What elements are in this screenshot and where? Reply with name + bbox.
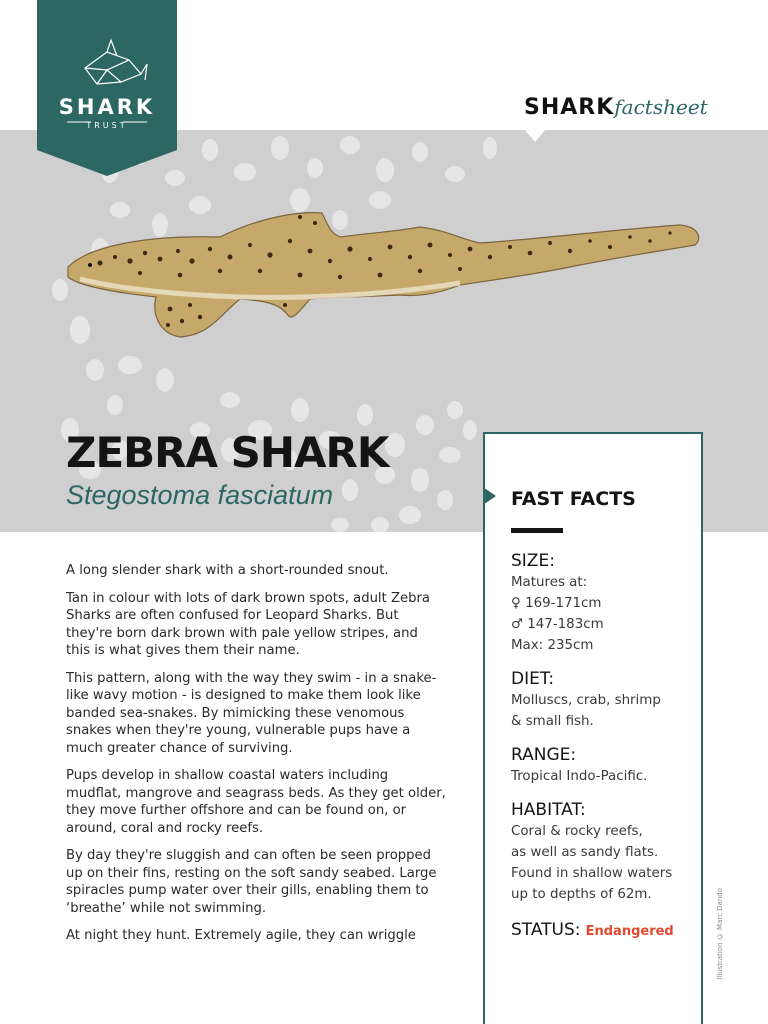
zebra-shark-illustration [60,205,705,365]
factsheet-brand: SHARK [524,95,615,120]
description-paragraph: Pups develop in shallow coastal waters including mudflat, mangrove and seagrass beds. As they get older, they move further offshore and can be found on, or around, coral and rocky reefs. [66,768,446,836]
title-underline [511,528,563,533]
logo-wordmark: SHARK [58,95,156,119]
scientific-name: Stegostoma fasciatum [66,480,334,510]
description-paragraph: Tan in colour with lots of dark brown spots, adult Zebra Sharks are often confused for Leopard Sharks. But they're born dark brown with pale yellow stripes, and this is what gives them their name. [66,590,430,658]
status-label: STATUS: [511,920,581,940]
size-line: Matures at: [511,575,588,590]
diet-label: DIET: [511,669,555,689]
description-text [66,562,446,955]
range-label: RANGE: [511,745,577,765]
factsheet-label [524,94,708,120]
fast-facts-title: FAST FACTS [511,488,636,510]
fast-facts-panel [483,432,703,1024]
logo-subword: TRUST [86,121,128,130]
size-line-max: Max: 235cm [511,638,594,653]
diet-line: & small fish. [511,714,594,729]
factsheet-word: factsheet [614,95,708,119]
description-paragraph: A long slender shark with a short-rounded snout. [66,563,389,578]
description-paragraph: By day they're sluggish and can often be seen propped up on their fins, resting on the soft sandy seabed. Large spiracles pump water over their gills, enabling them to ‘breathe’ while not swimming. [66,848,437,916]
size-line-male: ♂ 147-183cm [511,617,604,632]
fast-facts-list [511,550,701,941]
shark-trust-logo [37,0,177,176]
diet-line: Molluscs, crab, shrimp [511,693,661,708]
fast-facts-pointer-icon [483,487,496,505]
status-row [511,919,701,941]
range-line: Tropical Indo-Pacific. [511,769,648,784]
description-paragraph: This pattern, along with the way they swim - in a snake-like wavy motion - is designed to make them look like banded sea-snakes. By mimicking these venomous snakes when they're young, vulnerable pups have a much greater chance of surviving. [66,670,437,756]
page-title: ZEBRA SHARK [66,428,389,477]
header-notch [524,129,546,142]
habitat-label: HABITAT: [511,800,586,820]
habitat-line: Coral & rocky reefs, [511,824,643,839]
size-label: SIZE: [511,551,555,571]
habitat-line: up to depths of 62m. [511,887,652,902]
habitat-line: as well as sandy flats. [511,845,659,860]
description-paragraph: At night they hunt. Extremely agile, they can wriggle [66,928,416,943]
status-badge: Endangered [585,924,674,939]
illustration-credit: Illustration © Marc Dando [716,888,724,980]
size-line-female: ♀ 169-171cm [511,596,602,611]
habitat-line: Found in shallow waters [511,866,673,881]
